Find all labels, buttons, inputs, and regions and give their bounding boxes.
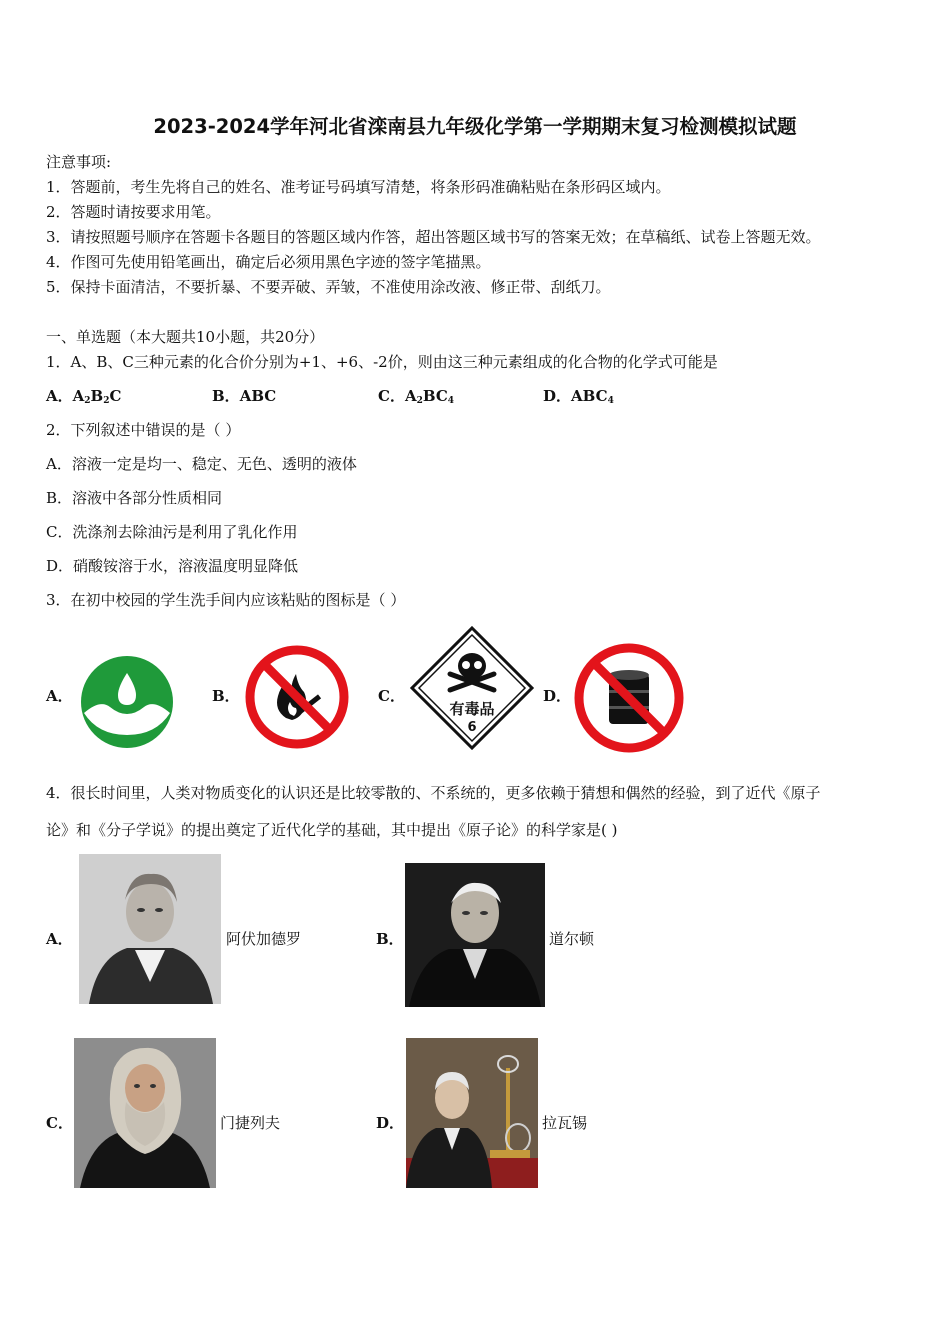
- q1-formula-b: [240, 387, 277, 405]
- q1-formula-c: [405, 387, 454, 405]
- portrait-avogadro-image: [79, 854, 221, 1004]
- q2-option-c: C．洗涤剂去除油污是利用了乳化作用: [46, 523, 298, 541]
- no-oil-barrel-icon: [573, 642, 685, 754]
- portrait-dalton-image: [405, 863, 545, 1007]
- q1-option-d: D．$ABC_4$: [543, 387, 614, 406]
- notice-item: 3．请按照题号顺序在答题卡各题目的答题区域内作答，超出答题区域书写的答案无效；在草稿纸、试卷上答题无效。: [46, 228, 821, 246]
- formula-subscript: 4: [607, 396, 614, 406]
- q2-option-a: A．溶液一定是均一、稳定、无色、透明的液体: [46, 455, 357, 473]
- formula-symbol: A: [72, 387, 85, 405]
- notice-item: 5．保持卡面清洁，不要折暴、不要弄破、弄皱，不准使用涂改液、修正带、刮纸刀。: [46, 278, 611, 296]
- toxic-label: 有毒品: [449, 700, 495, 718]
- q4-label-c: C．: [46, 1114, 73, 1132]
- q4-name-c: 门捷列夫: [220, 1114, 281, 1132]
- q4-name-b: 道尔顿: [549, 930, 595, 948]
- toxic-diamond-sign: [410, 626, 534, 750]
- formula-symbol: C: [109, 387, 122, 405]
- portrait-lavoisier-image: [406, 1038, 538, 1188]
- question-1-stem: 1．A、B、C三种元素的化合价分别为+1、+6、-2价，则由这三种元素组成的化合物的化学式可能是: [46, 353, 718, 371]
- portrait-avogadro: [79, 854, 221, 1004]
- question-3-stem: 3．在初中校园的学生洗手间内应该粘贴的图标是（ ）: [46, 591, 406, 609]
- q3-label-d: D．: [543, 687, 572, 705]
- water-saving-icon: [80, 655, 174, 749]
- toxic-class-number: 6: [467, 720, 477, 735]
- question-4-stem-line2: 论》和《分子学说》的提出奠定了近代化学的基础，其中提出《原子论》的科学家是( ): [46, 821, 618, 839]
- notice-item: 4．作图可先使用铅笔画出，确定后必须用黑色字迹的签字笔描黑。: [46, 253, 491, 271]
- formula-subscript: 4: [447, 396, 455, 406]
- q4-name-a: 阿伏加德罗: [226, 930, 302, 948]
- q3-label-c: C．: [378, 687, 405, 705]
- formula-symbol: A: [404, 387, 417, 405]
- q3-label-b: B．: [212, 687, 240, 705]
- question-4-stem-line1: 4．很长时间里，人类对物质变化的认识还是比较零散的、不系统的，更多依赖于猜想和偶然的经验，到了近代《原子: [46, 784, 821, 802]
- formula-symbol: B: [90, 387, 104, 405]
- formula-subscript: 2: [416, 396, 423, 406]
- q4-label-d: D．: [376, 1114, 405, 1132]
- q2-option-b: B．溶液中各部分性质相同: [46, 489, 223, 507]
- formula-subscript: 2: [84, 396, 91, 406]
- portrait-lavoisier: [406, 1038, 538, 1188]
- formula-symbol: BC: [422, 387, 448, 405]
- q1-formula-a: [73, 387, 122, 405]
- q1-formula-d: [571, 387, 614, 405]
- q1-option-c: C．$A_2BC_4$: [378, 387, 455, 406]
- notice-heading: 注意事项:: [46, 153, 112, 171]
- no-fire-icon: [244, 644, 350, 750]
- portrait-dalton: [405, 863, 545, 1007]
- portrait-mendeleev: [74, 1038, 216, 1188]
- section-heading: 一、单选题（本大题共10小题，共20分）: [46, 328, 325, 346]
- formula-subscript: 2: [103, 396, 110, 406]
- notice-item: 2．答题时请按要求用笔。: [46, 203, 221, 221]
- formula-symbol: ABC: [571, 387, 608, 405]
- q1-option-b: B．ABC: [212, 387, 277, 405]
- notice-item: 1．答题前，考生先将自己的姓名、准考证号码填写清楚，将条形码准确粘贴在条形码区域内。: [46, 178, 671, 196]
- formula-symbol: ABC: [239, 387, 277, 405]
- q1-option-a: A．$A_2B_2C$: [46, 387, 122, 406]
- question-2-stem: 2．下列叙述中错误的是（ ）: [46, 421, 241, 439]
- q4-label-b: B．: [376, 930, 404, 948]
- q4-name-d: 拉瓦锡: [542, 1114, 588, 1132]
- q3-label-a: A．: [46, 687, 73, 705]
- q2-option-d: D．硝酸铵溶于水，溶液温度明显降低: [46, 557, 299, 575]
- q4-label-a: A．: [46, 930, 73, 948]
- portrait-mendeleev-image: [74, 1038, 216, 1188]
- page-title: 2023-2024学年河北省滦南县九年级化学第一学期期末复习检测模拟试题: [153, 115, 797, 138]
